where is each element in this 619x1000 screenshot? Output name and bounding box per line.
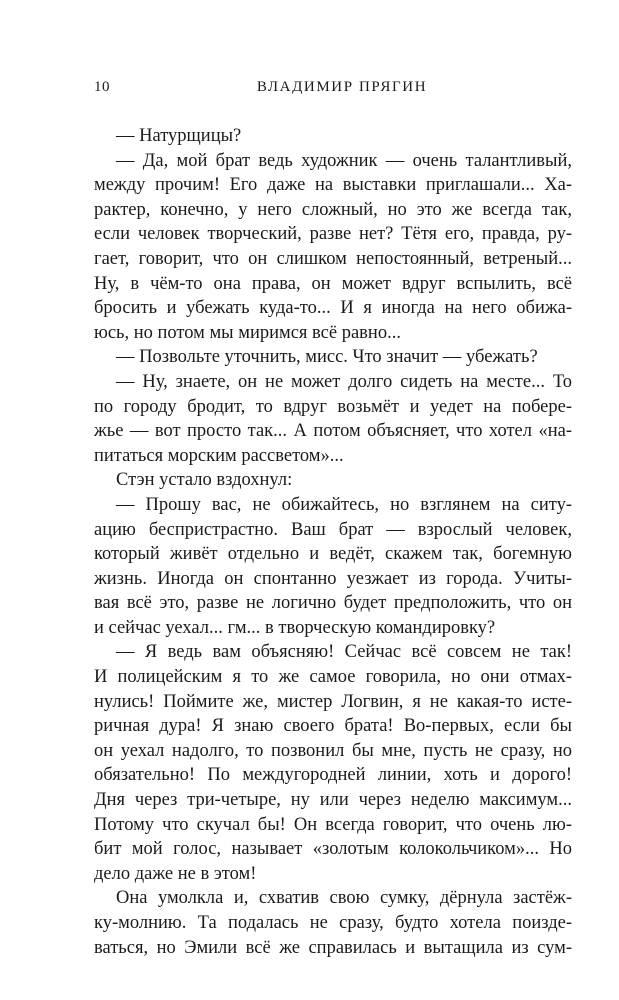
text-line: по городу бродит, то вдруг возьмёт и уедет на побере-: [94, 396, 572, 417]
text-line: бит мой голос, называет «золотым колокольчиком»... Но: [94, 839, 572, 860]
page-header: [94, 79, 574, 101]
text-line: И полицейским я то же самое говорила, но они отмах-: [94, 667, 572, 688]
text-line: Потому что скучал бы! Он всегда говорит, что очень лю-: [94, 814, 572, 835]
text-line: — Позвольте уточнить, мисс. Что значит — убежать?: [116, 347, 538, 368]
text-line: ричная дура! Я знаю своего брата! Во-первых, если бы: [94, 716, 572, 737]
text-line: жизнь. Иногда он спонтанно уезжает из города. Учиты-: [94, 568, 572, 589]
text-line: между прочим! Его даже на выставки приглашали... Ха-: [94, 175, 572, 196]
text-line: жье — вот просто так... А потом объясняет, что хотел «на-: [94, 421, 572, 442]
text-line: — Прошу вас, не обижайтесь, но взглянем на ситу-: [116, 494, 572, 515]
text-line: Стэн устало вздохнул:: [116, 470, 293, 491]
text-line: обязательно! По междугородней линии, хоть и дорого!: [94, 765, 572, 786]
page-number: 10: [94, 79, 110, 95]
text-line: вая всё это, разве не логично будет предположить, что он: [94, 593, 572, 614]
text-line: ку-молнию. Та подалась не сразу, будто хотела поизде-: [94, 913, 572, 933]
text-line: нулись! Поймите же, мистер Логвин, я не какая-то исте-: [94, 691, 572, 712]
text-line: Ну, в чём-то она права, он может вдруг вспылить, всё: [94, 273, 572, 294]
text-line: — Да, мой брат ведь художник — очень талантливый,: [116, 150, 572, 171]
text-line: — Натурщицы?: [116, 126, 242, 146]
text-line: дело даже не в этом!: [94, 863, 257, 884]
running-head-author: ВЛАДИМИР ПРЯГИН: [256, 79, 428, 95]
text-line: и сейчас уехал... гм... в творческую командировку?: [94, 617, 496, 638]
text-line: ваться, но Эмили всё же справилась и вытащила из сум-: [94, 937, 572, 958]
text-line: рактер, конечно, у него сложный, но это же всегда так,: [94, 199, 572, 220]
text-line: который живёт отдельно и ведёт, скажем так, богемную: [94, 544, 572, 565]
text-line: — Я ведь вам объясняю! Сейчас всё совсем не так!: [116, 642, 572, 663]
text-line: юсь, но потом мы миримся всё равно...: [94, 322, 401, 343]
text-line: Дня через три-четыре, ну или через неделю максимум...: [94, 790, 572, 811]
text-line: — Ну, знаете, он не может долго сидеть на месте... То: [116, 371, 572, 392]
text-line: гает, говорит, что он слишком непостоянный, ветреный...: [94, 248, 572, 269]
text-line: бросить и убежать куда-то... И я иногда на него обижа-: [94, 298, 572, 319]
text-line: Она умолкла и, схватив свою сумку, дёрнула застёж-: [116, 888, 572, 909]
text-line: питаться морским рассветом»...: [94, 445, 344, 466]
text-line: если человек творческий, разве нет? Тётя его, правда, ру-: [94, 224, 572, 245]
body-text: [94, 124, 572, 960]
text-line: ацию беспристрастно. Ваш брат — взрослый человек,: [94, 519, 572, 540]
text-line: он уехал надолго, то позвонил бы мне, пусть не сразу, но: [94, 740, 572, 761]
